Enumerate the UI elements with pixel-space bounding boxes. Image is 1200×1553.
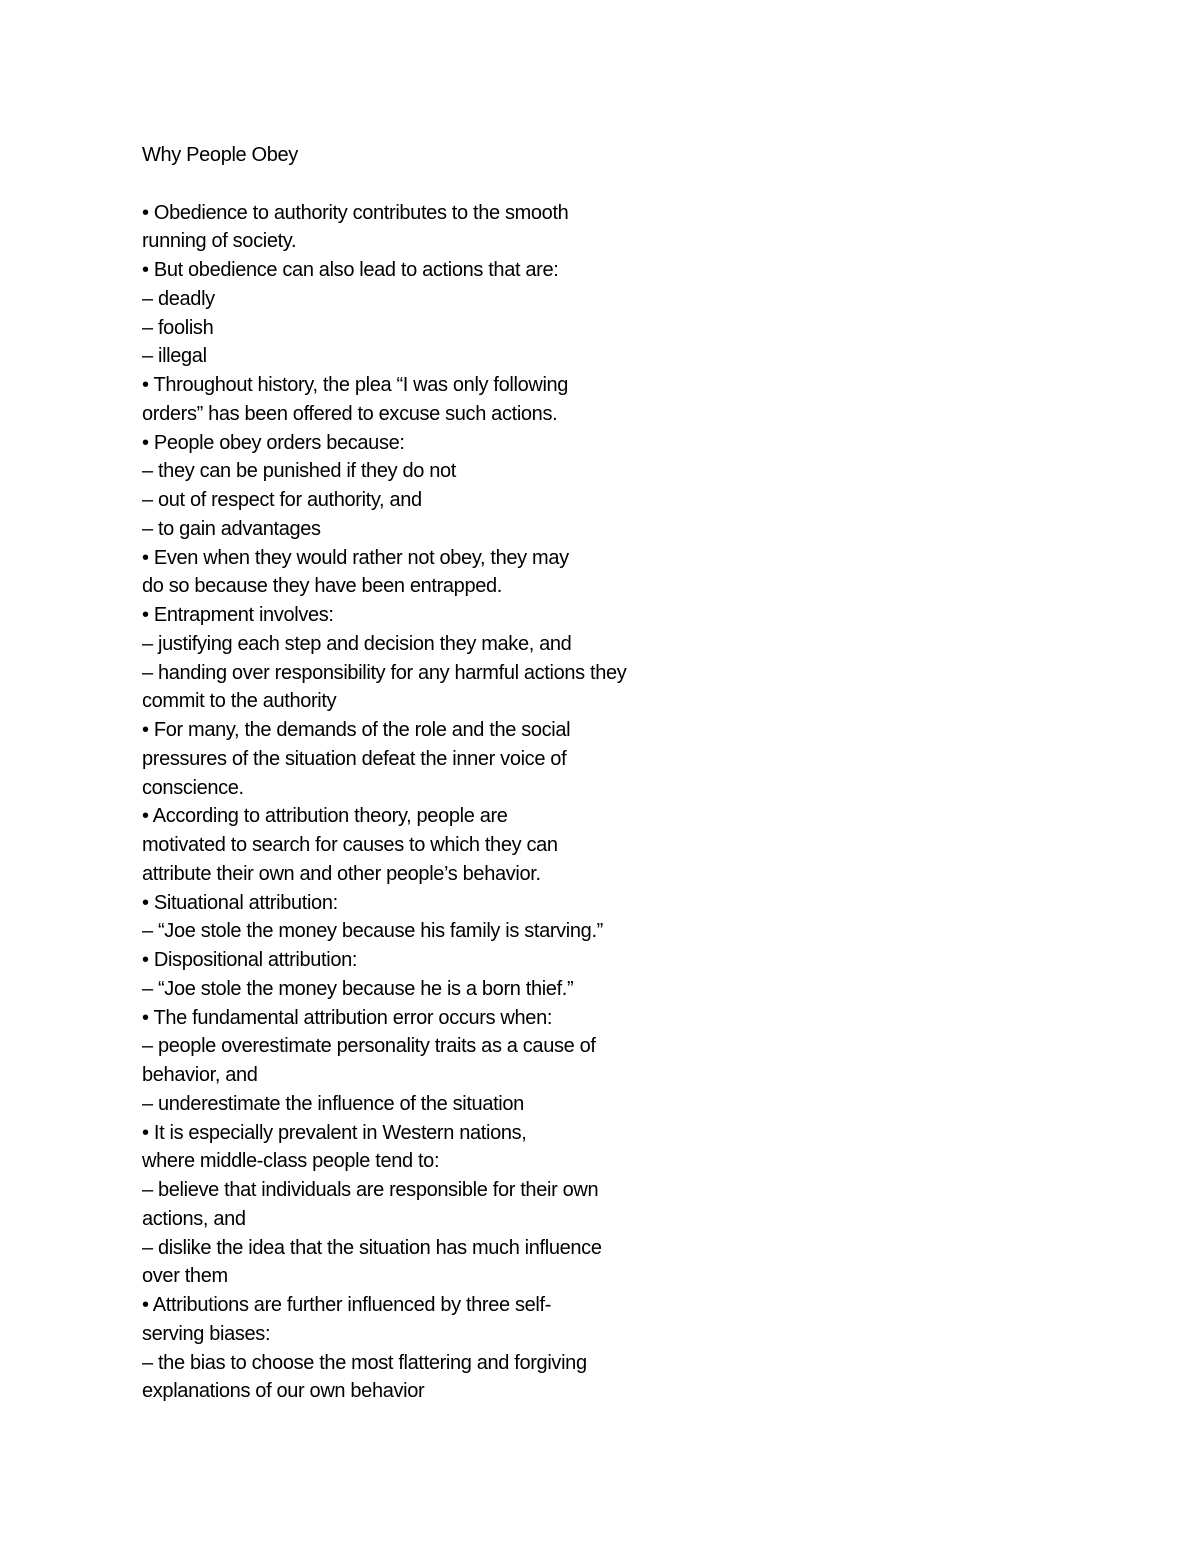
text-line: – handing over responsibility for any harmful actions they [142,661,627,684]
text-line: – dislike the idea that the situation has much influence [142,1236,602,1259]
text-line: – justifying each step and decision they make, and [142,632,572,655]
text-line: – deadly [142,287,215,310]
text-line: running of society. [142,230,297,253]
document-page [142,141,1142,1406]
text-line: – people overestimate personality traits as a cause of [142,1035,596,1058]
text-line: • Dispositional attribution: [142,949,358,971]
text-line: – out of respect for authority, and [142,489,422,511]
text-line: attribute their own and other people’s behavior. [142,862,541,885]
text-line: • According to attribution theory, people are [142,805,508,828]
blank-line [142,170,1142,199]
text-line: • Entrapment involves: [142,604,334,626]
text-line: • Attributions are further influenced by three self- [142,1294,552,1316]
text-line: where middle-class people tend to: [142,1150,440,1173]
text-line: • Throughout history, the plea “I was only following [142,374,569,396]
text-line: – the bias to choose the most flattering and forgiving [142,1351,587,1374]
text-line: explanations of our own behavior [142,1380,425,1403]
text-line: commit to the authority [142,690,337,713]
text-line: – illegal [142,345,207,368]
text-line: – to gain advantages [142,517,321,540]
text-line: motivated to search for causes to which they can [142,834,558,856]
text-line: • But obedience can also lead to actions that are: [142,259,559,281]
text-line: – they can be punished if they do not [142,460,456,483]
text-line: over them [142,1265,228,1288]
text-line: – “Joe stole the money because his family is starving.” [142,920,603,943]
text-line: – underestimate the influence of the situation [142,1092,524,1115]
document-title: Why People Obey [142,144,298,166]
text-line: – “Joe stole the money because he is a born thief.” [142,977,574,1000]
text-line: orders” has been offered to excuse such actions. [142,402,558,425]
document-body [142,199,1142,1407]
text-line: conscience. [142,776,244,799]
text-line: pressures of the situation defeat the inner voice of [142,747,567,770]
text-line: • Obedience to authority contributes to the smooth [142,201,569,224]
text-line: – believe that individuals are responsible for their own [142,1179,599,1201]
text-line: actions, and [142,1207,246,1230]
text-line: • Even when they would rather not obey, they may [142,546,569,569]
text-line: behavior, and [142,1064,258,1086]
text-line: • Situational attribution: [142,891,338,914]
text-line: – foolish [142,316,214,339]
text-line: do so because they have been entrapped. [142,575,502,598]
text-line: • People obey orders because: [142,431,405,454]
text-line: • For many, the demands of the role and the social [142,719,571,741]
text-line: • It is especially prevalent in Western nations, [142,1121,527,1144]
text-line: serving biases: [142,1322,271,1345]
text-line: • The fundamental attribution error occurs when: [142,1006,553,1029]
